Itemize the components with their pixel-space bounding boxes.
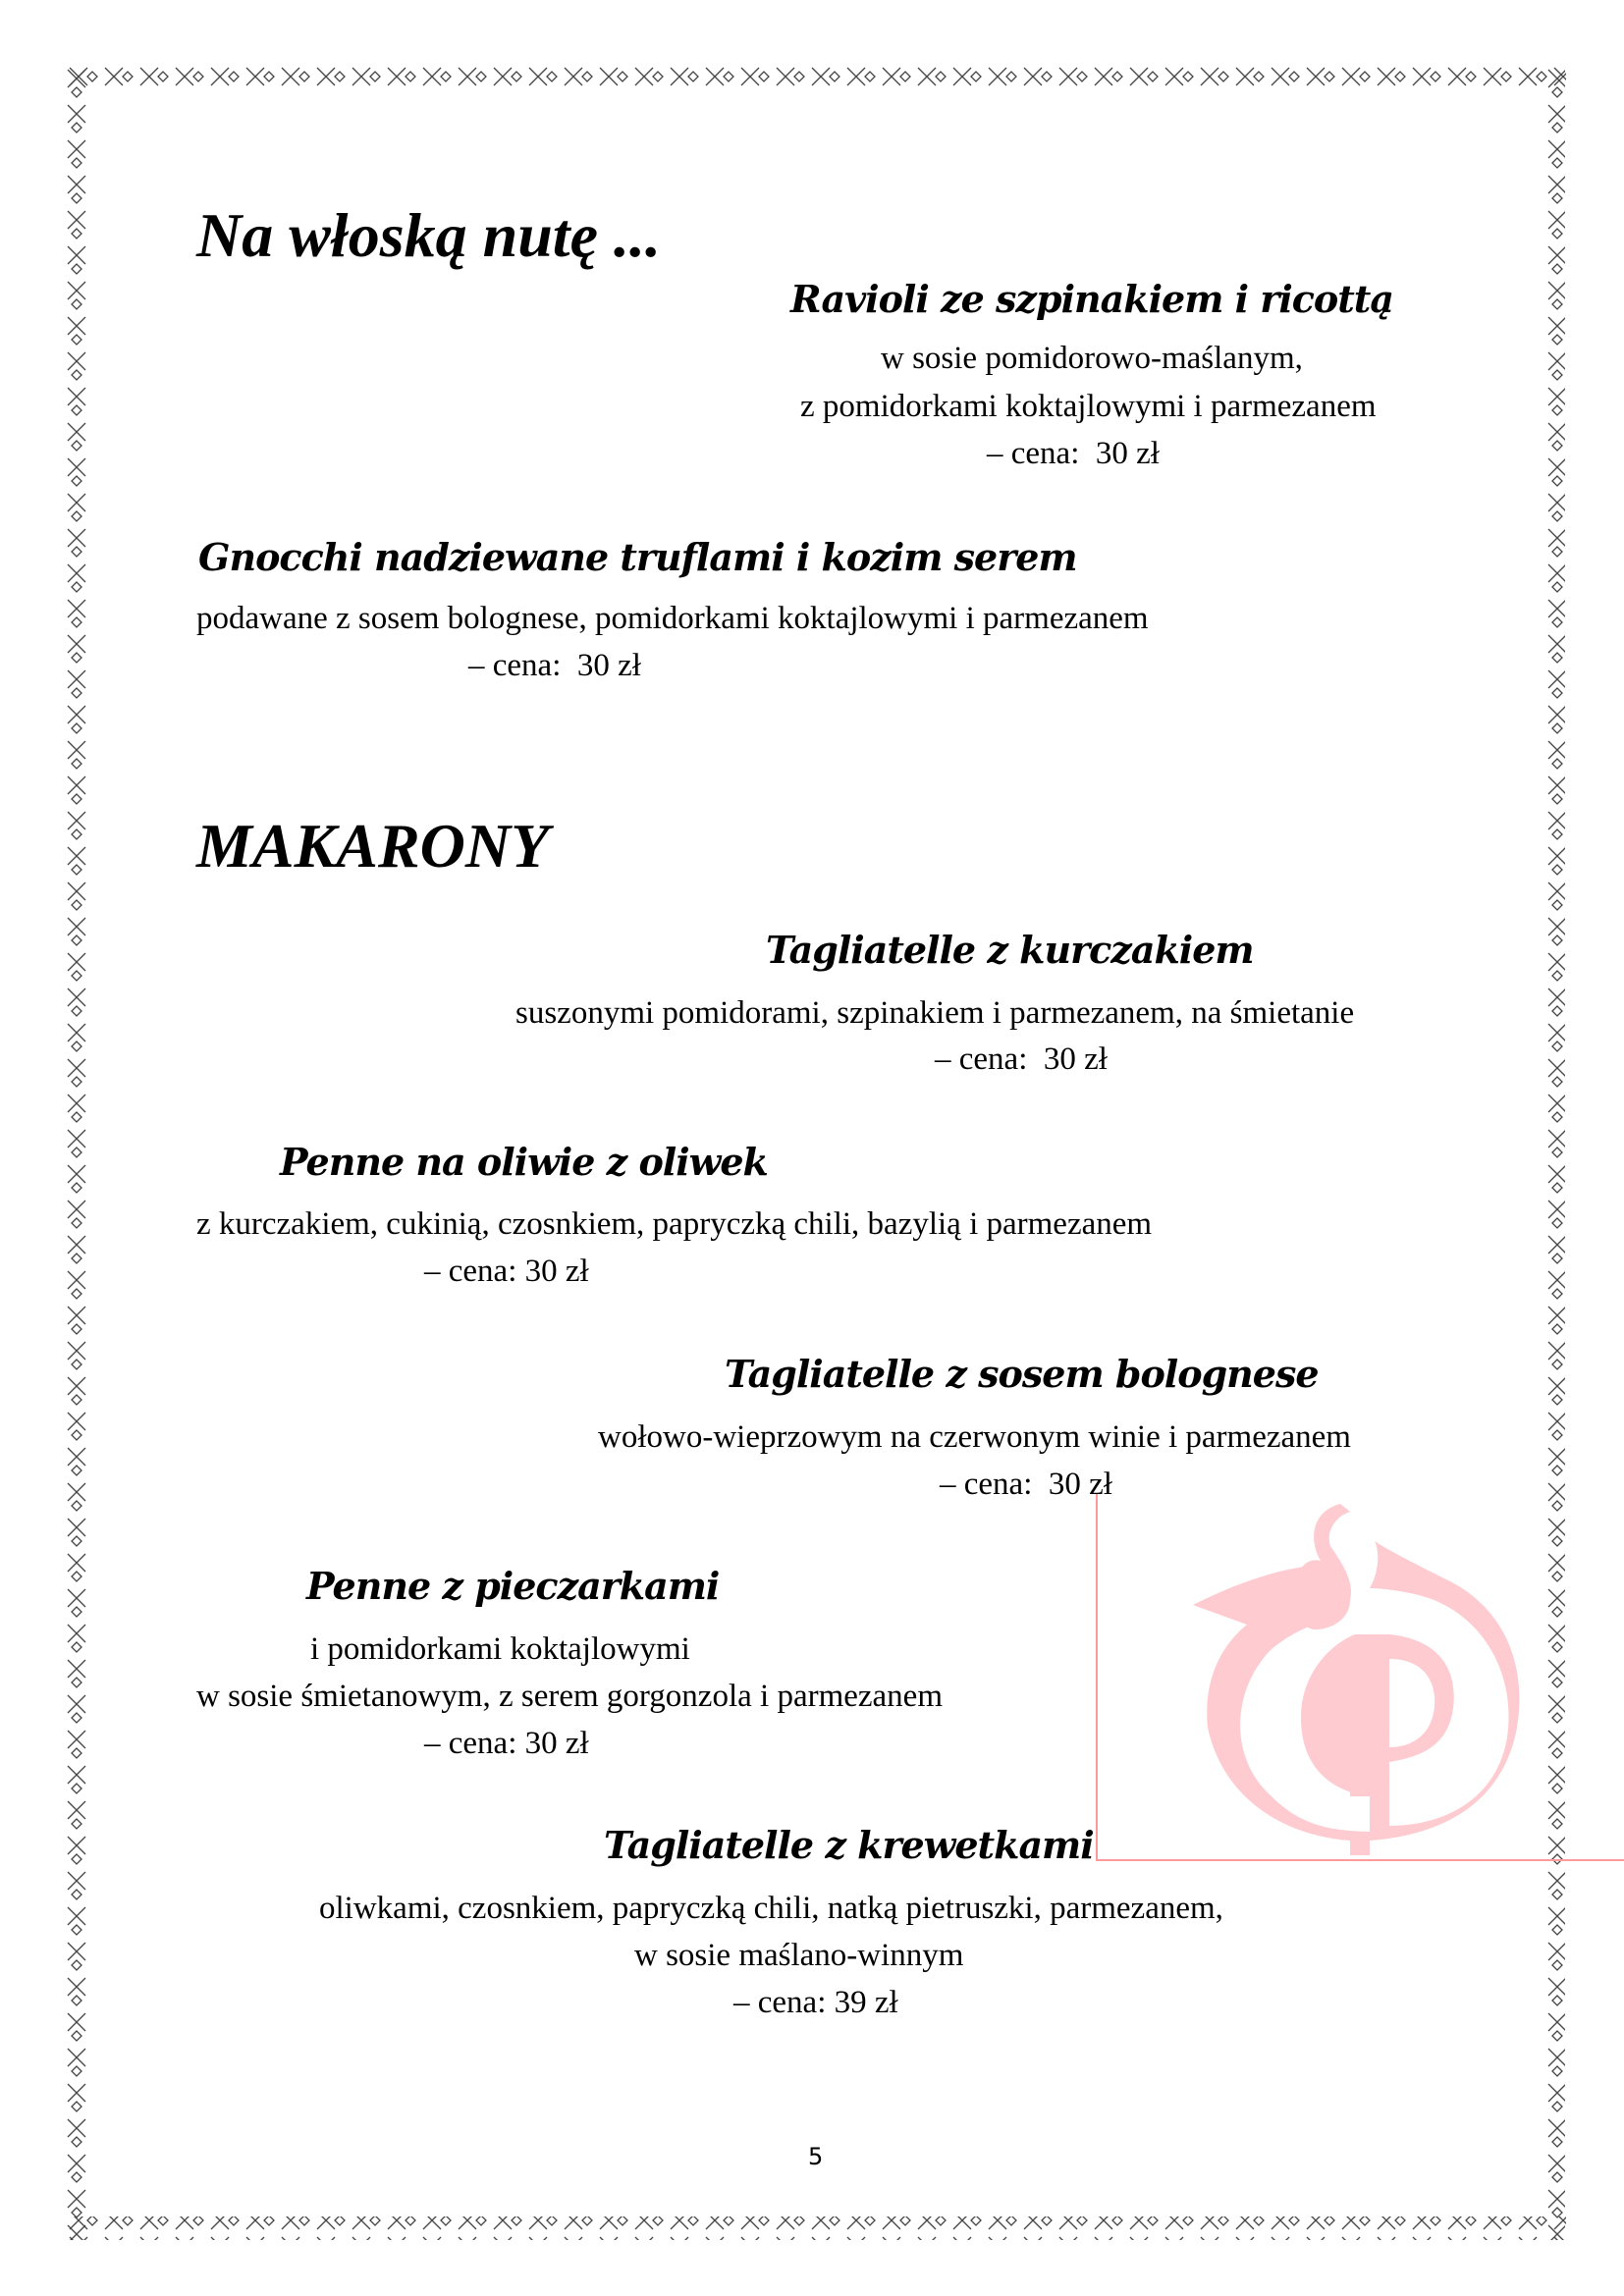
dish-price: – cena: 30 zł [468,648,641,683]
dish-name: Tagliatelle z krewetkami [604,1823,1094,1867]
dish-description: wołowo-wieprzowym na czerwonym winie i parmezanem [598,1419,1351,1455]
dish-price: – cena: 30 zł [935,1041,1108,1077]
dish-description: suszonymi pomidorami, szpinakiem i parmezanem, na śmietanie [515,995,1355,1031]
section-title: Na włoską nutę ... [196,200,661,270]
dish-description: i pomidorkami koktajlowymi [310,1631,690,1667]
dish-price: – cena: 39 zł [733,1985,898,2020]
page-number: 5 [808,2143,824,2170]
dish-description: z pomidorkami koktajlowymi i parmezanem [800,389,1377,424]
dish-name: Gnocchi nadziewane truflami i kozim serem [198,535,1077,579]
dish-name: Tagliatelle z sosem bolognese [725,1352,1319,1396]
dish-name: Penne na oliwie z oliwek [280,1140,768,1184]
dish-name: Tagliatelle z kurczakiem [766,928,1254,972]
dish-description: w sosie maślano-winnym [634,1938,964,1973]
torch-p-logo-icon [1193,1502,1527,1855]
dish-description: z kurczakiem, cukinią, czosnkiem, papryczką chili, bazylią i parmezanem [196,1206,1153,1242]
dish-price: – cena: 30 zł [424,1254,589,1289]
dish-description: w sosie śmietanowym, z serem gorgonzola i parmezanem [196,1679,943,1714]
dish-price: – cena: 30 zł [424,1726,589,1761]
dish-description: oliwkami, czosnkiem, papryczką chili, natką pietruszki, parmezanem, [319,1891,1223,1926]
dish-description: podawane z sosem bolognese, pomidorkami koktajlowymi i parmezanem [196,601,1149,636]
dish-price: – cena: 30 zł [940,1467,1112,1502]
dish-description: w sosie pomidorowo-maślanym, [881,341,1303,376]
dish-price: – cena: 30 zł [987,436,1160,471]
dish-name: Penne z pieczarkami [306,1564,720,1608]
section-title: MAKARONY [196,811,550,881]
dish-name: Ravioli ze szpinakiem i ricottą [790,277,1393,321]
